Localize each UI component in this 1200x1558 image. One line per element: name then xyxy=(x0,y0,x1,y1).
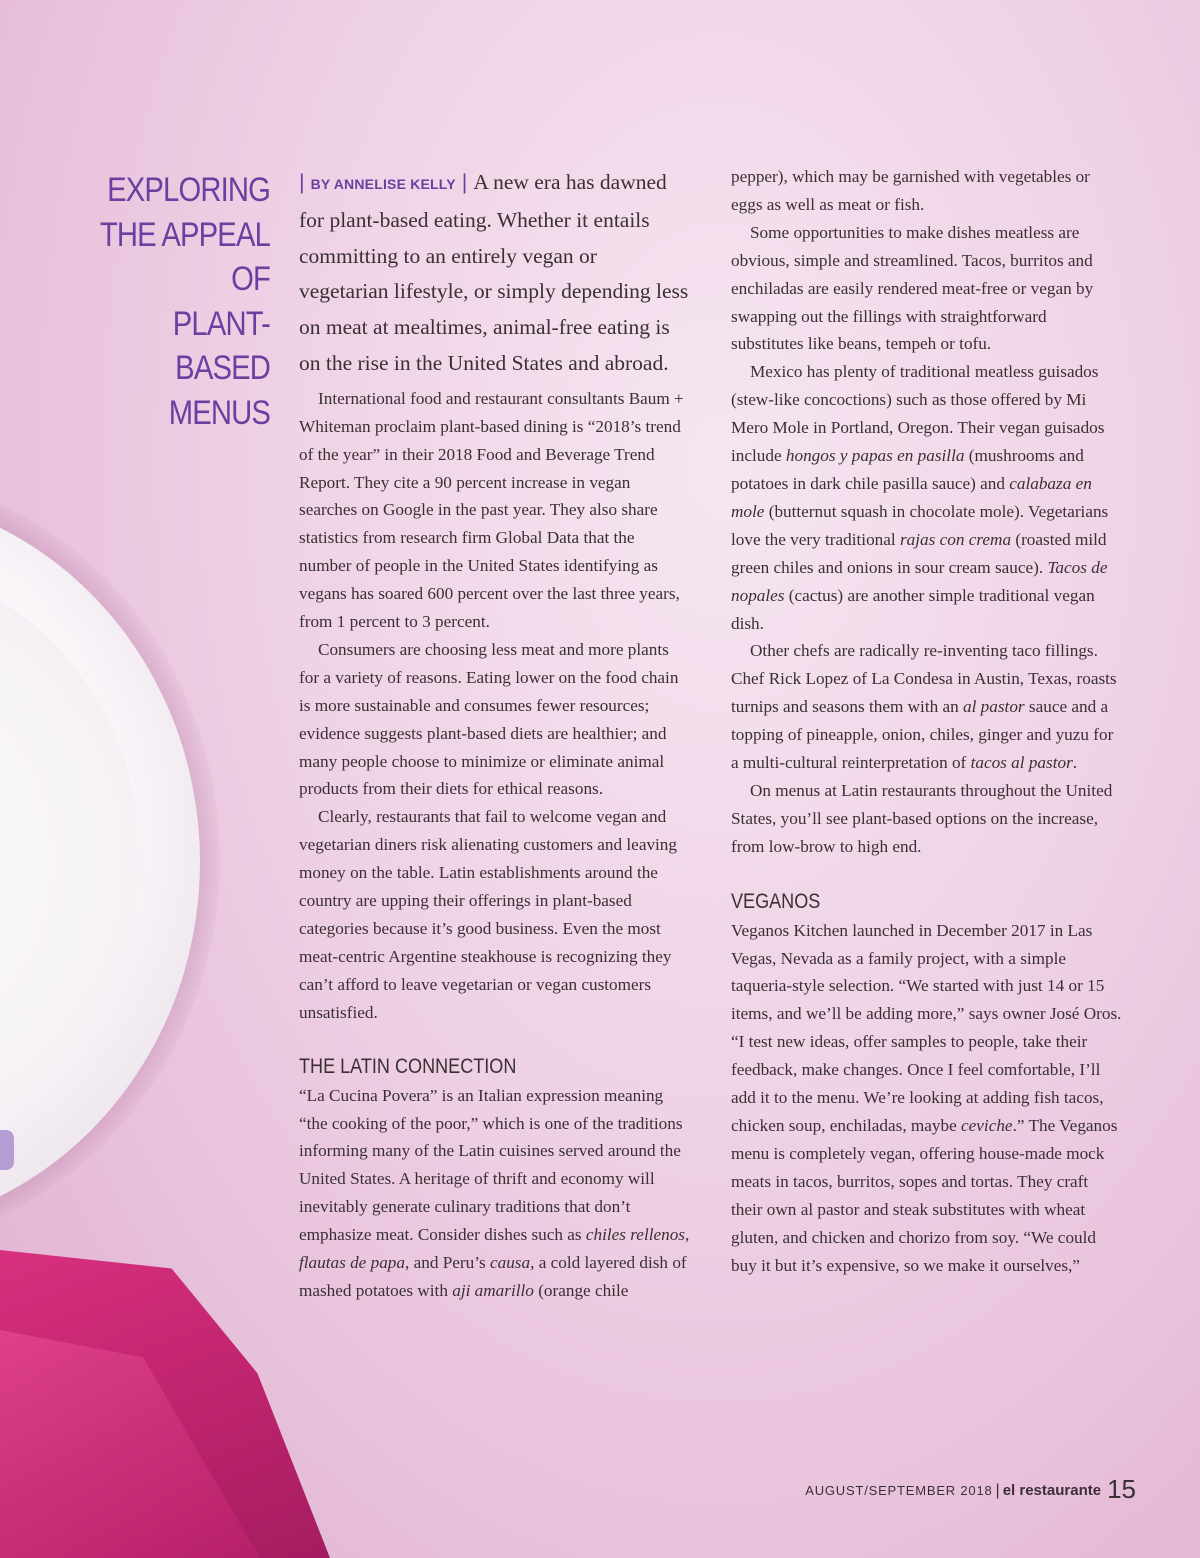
body-text: . xyxy=(1072,753,1078,773)
italic-term: al pastor xyxy=(963,697,1025,717)
lavender-sprig xyxy=(0,1130,14,1170)
article-column-2 xyxy=(731,163,1123,1279)
body-text: , xyxy=(685,1225,690,1245)
section-subhead: VEGANOS xyxy=(731,889,821,913)
body-paragraph: pepper), which may be garnished with vegetables or eggs as well as meat or fish. xyxy=(731,167,1090,214)
body-text: .” The Veganos menu is completely vegan, offering house-made mock meats in tacos, burritos, sopes and tortas. They craft their own al pastor and steak substitutes with wheat gluten, and chicken and chorizo from soy. “We could buy it but it’s expensive, so we make it ourselves,” xyxy=(731,1116,1118,1275)
body-text: (mushrooms and potatoes in dark chile pasilla sauce) and xyxy=(731,446,1084,493)
page-footer xyxy=(805,1474,1136,1505)
article-headline xyxy=(89,168,270,435)
headline-line: THE APPEAL OF xyxy=(99,215,271,298)
italic-term: calabaza en mole xyxy=(731,473,1092,521)
headline-line: EXPLORING xyxy=(107,171,270,209)
page-number: 15 xyxy=(1107,1474,1136,1504)
section-subhead: THE LATIN CONNECTION xyxy=(299,1054,517,1078)
body-text: “La Cucina Povera” is an Italian expression meaning “the cooking of the poor,” which is one of the traditions informing many of the Latin cuisines served around the United States. A heritage of thrift and economy will inevitably generate culinary traditions that don’t emphasize meat. Consider dishes such as xyxy=(299,1085,683,1245)
body-paragraph: On menus at Latin restaurants throughout the United States, you’ll see plant-based options on the increase, from low-brow to high end. xyxy=(731,780,1113,856)
headline-line: MENUS xyxy=(168,393,270,432)
body-text: Other chefs are radically re-inventing taco fillings. Chef Rick Lopez of La Condesa in Austin, Texas, roasts turnips and seasons them with an xyxy=(731,641,1117,717)
italic-term: chiles rellenos xyxy=(585,1225,685,1245)
body-paragraph: Some opportunities to make dishes meatless are obvious, simple and streamlined. Tacos, burritos and enchiladas are easily rendered meat-free or vegan by swapping out the fillings with straightforward substitutes like beans, tempeh or tofu. xyxy=(731,222,1094,354)
body-paragraph: Consumers are choosing less meat and more plants for a variety of reasons. Eating lower on the food chain is more sustainable and consumes fewer resources; evidence suggests plant-based diets are healthier; and many people choose to minimize or eliminate animal products from their diets for ethical reasons. xyxy=(299,639,679,799)
byline-bar: | xyxy=(455,170,474,194)
body-text: (orange chile xyxy=(533,1280,629,1300)
body-text: , a cold layered dish of mashed potatoes with xyxy=(299,1253,687,1300)
lead-text: A new era has dawned for plant-based eating. Whether it entails committing to an entirely vegan or vegetarian lifestyle, or simply depending less on meat at mealtimes, animal-free eating is on the rise in the United States and abroad. xyxy=(299,170,689,375)
italic-term: ceviche xyxy=(961,1116,1013,1135)
body-paragraph: International food and restaurant consultants Baum + Whiteman proclaim plant-based dining is “2018’s trend of the year” in their 2018 Food and Beverage Trend Report. They cite a 90 percent increase in vegan searches on Google in the past year. They also share statistics from research firm Global Data that the number of people in the United States identifying as vegans has soared 600 percent over the last three years, from 1 percent to 3 percent. xyxy=(299,388,684,632)
italic-term: tacos al pastor xyxy=(970,753,1073,773)
body-text: , and Peru’s xyxy=(405,1253,490,1273)
article-column-1 xyxy=(299,165,691,1305)
magazine-name: el restaurante xyxy=(1002,1482,1102,1499)
body-text: Veganos Kitchen launched in December 2017 in Las Vegas, Nevada as a family project, with a simple taqueria-style selection. “We started with just 14 or 15 items, and we’ll be adding more,” says owner José Oros. “I test new ideas, offer samples to people, take their feedback, make changes. Once I feel comfortable, I’ll add it to the menu. We’re looking at adding fish tacos, chicken soup, enchiladas, maybe xyxy=(731,920,1122,1135)
headline-line: PLANT-BASED xyxy=(172,304,270,387)
byline: BY ANNELISE KELLY xyxy=(310,176,456,192)
body-text: sauce and a topping of pineapple, onion, chiles, ginger and yuzu for a multi-cultural reinterpretation of xyxy=(731,697,1114,773)
body-text: (cactus) are another simple traditional vegan dish. xyxy=(731,585,1095,633)
footer-separator: | xyxy=(995,1482,1000,1499)
issue-date: AUGUST/SEPTEMBER 2018 xyxy=(805,1483,993,1498)
body-text: (butternut squash in chocolate mole). Vegetarians love the very traditional xyxy=(731,501,1109,549)
italic-term: causa xyxy=(489,1253,531,1273)
body-paragraph xyxy=(731,917,1123,1280)
italic-term: hongos y papas en pasilla xyxy=(785,446,965,466)
body-paragraph xyxy=(731,637,1123,777)
italic-term: flautas de papa xyxy=(299,1253,405,1273)
body-paragraph: Clearly, restaurants that fail to welcome vegan and vegetarian diners risk alienating customers and leaving money on the table. Latin establishments around the country are upping their offerings in plant-based categories because it’s good business. Even the most meat-centric Argentine steakhouse is recognizing they can’t afford to leave vegetarian or vegan customers unsatisfied. xyxy=(299,807,677,1022)
italic-term: aji amarillo xyxy=(452,1280,534,1300)
byline-bar: | xyxy=(299,170,311,194)
body-text: Mexico has plenty of traditional meatless guisados (stew-like concoctions) such as those offered by Mi Mero Mole in Portland, Oregon. Their vegan guisados include xyxy=(731,362,1105,466)
body-text: (roasted mild green chiles and onions in sour cream sauce). xyxy=(731,529,1107,577)
italic-term: Tacos de nopales xyxy=(731,557,1108,605)
body-paragraph xyxy=(731,358,1123,637)
italic-term: rajas con crema xyxy=(899,529,1012,549)
lead-paragraph xyxy=(299,165,691,382)
body-paragraph xyxy=(299,1082,691,1305)
